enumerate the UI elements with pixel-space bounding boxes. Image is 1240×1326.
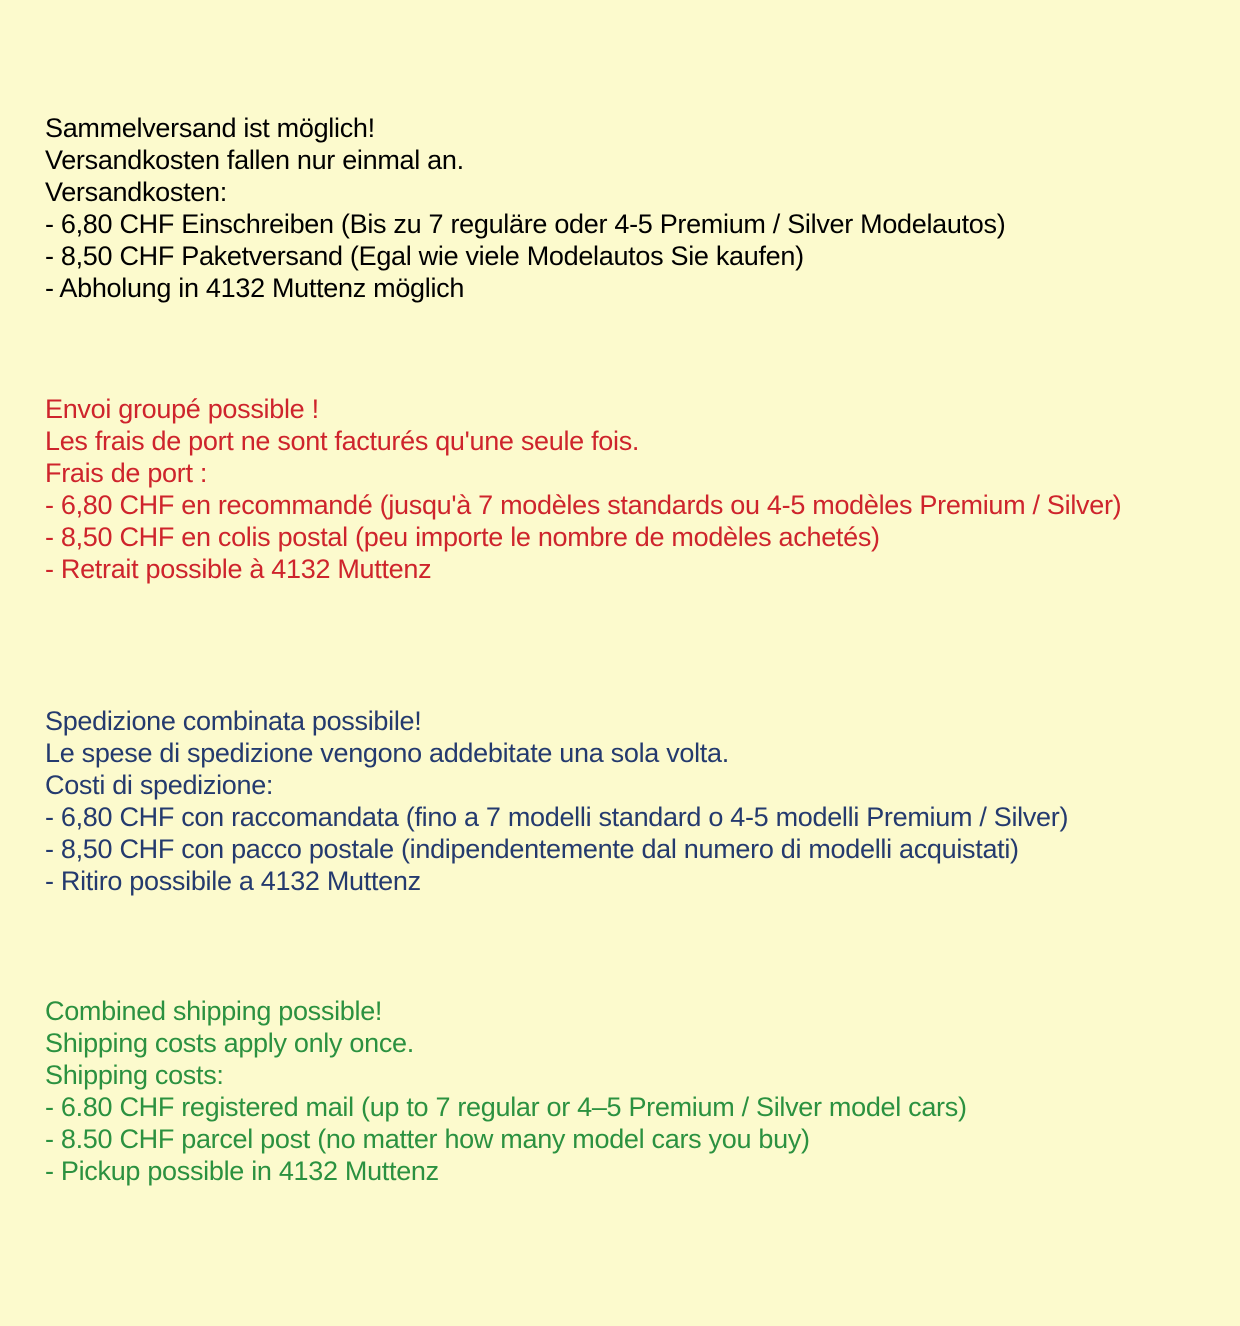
- text-blocks: [45, 112, 1220, 1187]
- text-line: Le spese di spedizione vengono addebitate una sola volta.: [45, 738, 729, 768]
- text-block-german: [45, 112, 1220, 304]
- text-line: - 6,80 CHF en recommandé (jusqu'à 7 modèles standards ou 4-5 modèles Premium / Silver): [45, 490, 1122, 520]
- text-line: Versandkosten:: [45, 177, 227, 207]
- text-line: Shipping costs:: [45, 1060, 224, 1090]
- text-line: - 8,50 CHF con pacco postale (indipendentemente dal numero di modelli acquistati): [45, 834, 1019, 864]
- text-line: - 6.80 CHF registered mail (up to 7 regular or 4–5 Premium / Silver model cars): [45, 1092, 967, 1122]
- text-line: - 8,50 CHF Paketversand (Egal wie viele Modelautos Sie kaufen): [45, 241, 804, 271]
- text-line: - Ritiro possibile a 4132 Muttenz: [45, 866, 421, 896]
- text-block-english: [45, 995, 1220, 1187]
- text-line: - 6,80 CHF con raccomandata (fino a 7 modelli standard o 4-5 modelli Premium / Silver): [45, 802, 1069, 832]
- text-line: Sammelversand ist möglich!: [45, 113, 375, 143]
- text-line: - Pickup possible in 4132 Muttenz: [45, 1156, 439, 1186]
- text-line: Les frais de port ne sont facturés qu'une seule fois.: [45, 426, 640, 456]
- text-line: Spedizione combinata possibile!: [45, 706, 422, 736]
- text-line: - 8,50 CHF en colis postal (peu importe le nombre de modèles achetés): [45, 522, 880, 552]
- text-line: - 6,80 CHF Einschreiben (Bis zu 7 reguläre oder 4-5 Premium / Silver Modelautos): [45, 209, 1006, 239]
- text-line: - Retrait possible à 4132 Muttenz: [45, 554, 432, 584]
- text-line: Shipping costs apply only once.: [45, 1028, 414, 1058]
- text-line: - 8.50 CHF parcel post (no matter how many model cars you buy): [45, 1124, 810, 1154]
- text-line: Combined shipping possible!: [45, 996, 383, 1026]
- text-block-italian: [45, 705, 1220, 897]
- text-line: Frais de port :: [45, 458, 208, 488]
- text-block-french: [45, 393, 1220, 585]
- text-line: Envoi groupé possible !: [45, 394, 319, 424]
- text-line: - Abholung in 4132 Muttenz möglich: [45, 273, 465, 303]
- text-line: Costi di spedizione:: [45, 770, 274, 800]
- text-line: Versandkosten fallen nur einmal an.: [45, 145, 464, 175]
